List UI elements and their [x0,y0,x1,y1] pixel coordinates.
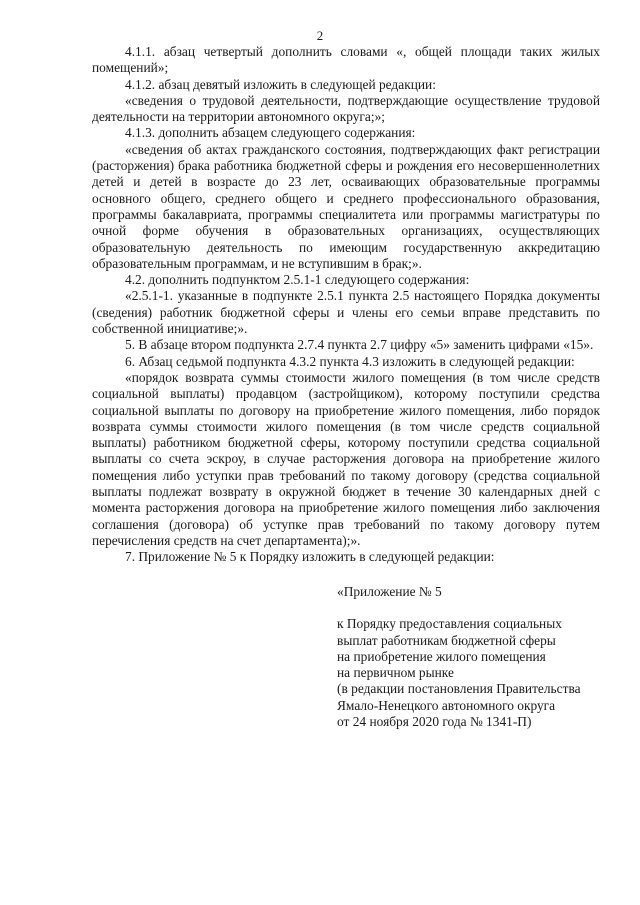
paragraph-4-1-1: 4.1.1. абзац четвертый дополнить словами «, общей площади таких жилых помещений»; [92,44,600,76]
appendix-line: на приобретение жилого помещения [337,648,546,664]
appendix-header [337,584,617,730]
paragraph-4-1-2: 4.1.2. абзац девятый изложить в следующей редакции: [125,76,436,92]
document-body [92,44,600,566]
paragraph-quote-refund-procedure: «порядок возврата суммы стоимости жилого помещения (в том числе средств социальной выплаты) продавцом (застройщиком), которому поступили средства социальной выплаты по договору на приобретение жилого помещения, либо порядок возврата суммы стоимости жилого помещения (в том числе средств социальной выплаты) работником бюджетной сферы, которому поступили средства социальной выплаты со счета эскроу, в случае расторжения договора на приобретение жилого помещения либо уступки прав требований по такому договору (средства социальной выплаты подлежат возврату в окружной бюджет в течение 30 календарных дней с момента расторжения договора на приобретение жилого помещения либо заключения соглашения (договора) об уступке прав требований по такому договору путем перечисления средств на счет департамента);». [92,369,600,548]
appendix-line: (в редакции постановления Правительства [337,681,581,697]
appendix-line: выплат работникам бюджетной сферы [337,632,556,648]
appendix-line: к Порядку предоставления социальных [337,616,562,632]
paragraph-5: 5. В абзаце втором подпункта 2.7.4 пункта 2.7 цифру «5» заменить цифрами «15». [125,337,594,353]
page-number: 2 [316,28,324,43]
paragraph-6: 6. Абзац седьмой подпункта 4.3.2 пункта 4.3 изложить в следующей редакции: [125,353,575,369]
appendix-line: на первичном рынке [337,665,454,681]
paragraph-quote-civil-status: «сведения об актах гражданского состояния, подтверждающих факт регистрации (расторжения) брака работника бюджетной сферы и рождения его несовершеннолетних детей и детей в возрасте до 23 лет, осваивающих образовательные программы основного общего, среднего общего и среднего профессионального образования, программы бакалавриата, программы специалитета или программы магистратуры по очной форме обучения в образовательных организациях, осуществляющих образовательную деятельность по имеющим государственную аккредитацию образовательным программам, и не вступившим в брак;». [92,141,600,271]
paragraph-4-1-3: 4.1.3. дополнить абзацем следующего содержания: [125,125,416,141]
appendix-line: Ямало-Ненецкого автономного округа [337,697,556,713]
paragraph-7: 7. Приложение № 5 к Порядку изложить в следующей редакции: [125,549,495,565]
paragraph-4-2: 4.2. дополнить подпунктом 2.5.1-1 следующего содержания: [125,272,470,288]
appendix-line: от 24 ноября 2020 года № 1341-П) [337,714,532,730]
paragraph-quote-employment: «сведения о трудовой деятельности, подтверждающие осуществление трудовой деятельности на территории автономного округа;»; [92,92,600,125]
appendix-title: «Приложение № 5 [337,584,442,599]
paragraph-quote-2-5-1-1: «2.5.1-1. указанные в подпункте 2.5.1 пункта 2.5 настоящего Порядка документы (сведения) работник бюджетной сферы и члены его семьи вправе представить по собственной инициативе;». [92,288,600,337]
